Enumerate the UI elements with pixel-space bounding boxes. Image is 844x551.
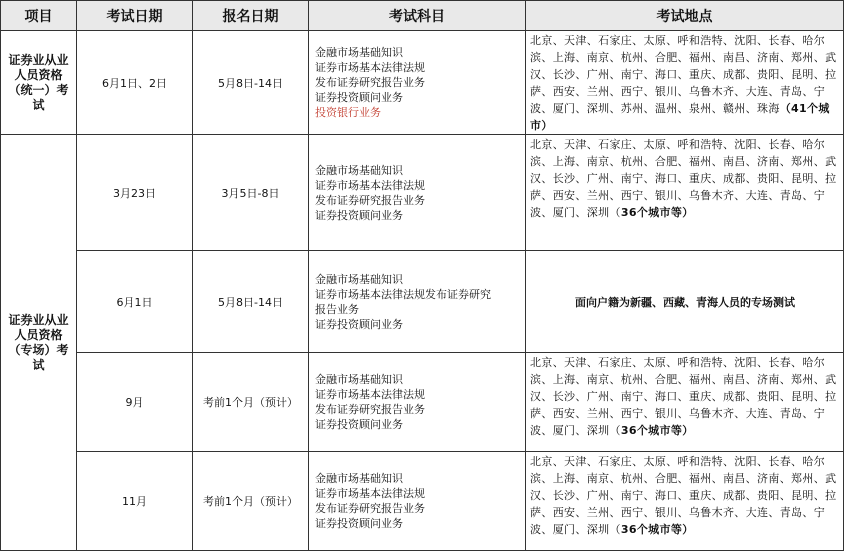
header-location: 考试地点 [526,1,844,31]
table-row [1,452,844,551]
subject-item: 金融市场基础知识 [315,46,403,59]
project-name-line: （统一）考 [8,82,69,97]
subjects-cell [309,251,526,353]
project-name-line: （专场）考 [8,342,69,357]
subject-item: 发布证券研究报告业务 [315,76,425,89]
location-cell [526,452,844,551]
location-count: 36个城市等） [620,206,694,219]
registration-date-cell: 3月5日-8日 [193,135,309,251]
project-name-line: 人员资格 [14,67,63,82]
subject-item: 证券投资顾问业务 [315,517,403,530]
table-row [1,353,844,452]
location-cell [526,31,844,135]
exam-date-cell: 6月1日、2日 [77,31,193,135]
subject-item: 金融市场基础知识 [315,272,403,286]
subject-item: 发布证券研究报告业务 [315,193,425,207]
exam-date-cell: 6月1日 [77,251,193,353]
subject-item: 证券投资顾问业务 [315,317,403,331]
subjects-cell [309,135,526,251]
location-cities: 北京、天津、石家庄、太原、呼和浩特、沈阳、长春、哈尔滨、上海、南京、杭州、合肥、福州、南昌、济南、郑州、武汉、长沙、广州、南宁、海口、重庆、成都、贵阳、昆明、拉萨、西安、兰州、西宁、银川、乌鲁木齐、大连、青岛、宁波、厦门、深圳（ [530,455,837,536]
subject-item: 证券市场基本法律法规发布证券研究 [315,287,491,301]
table-row [1,31,844,135]
project-name-line: 人员资格 [14,327,63,342]
header-exam-date: 考试日期 [77,1,193,31]
header-subjects: 考试科目 [309,1,526,31]
subject-item: 证券投资顾问业务 [315,208,403,222]
subject-item: 证券市场基本法律法规 [315,487,425,500]
subjects-cell [309,452,526,551]
subject-item: 证券投资顾问业务 [315,418,403,431]
subject-item: 证券投资顾问业务 [315,91,403,104]
header-row [1,1,844,31]
project-unified-exam [1,31,77,135]
subject-item: 金融市场基础知识 [315,163,403,177]
location-count: 36个城市等） [620,424,694,437]
project-name-line: 证券业从业 [8,312,69,327]
location-count: （41个城市） [530,102,830,132]
project-name-line: 试 [32,357,45,372]
location-count: 36个城市等） [620,523,694,536]
exam-date-cell: 3月23日 [77,135,193,251]
subject-item: 证券市场基本法律法规 [315,61,425,74]
project-name-line: 试 [32,97,45,112]
subject-item: 证券市场基本法律法规 [315,388,425,401]
location-cities: 北京、天津、石家庄、太原、呼和浩特、沈阳、长春、哈尔滨、上海、南京、杭州、合肥、福州、南昌、济南、郑州、武汉、长沙、广州、南宁、海口、重庆、成都、贵阳、昆明、拉萨、西安、兰州、西宁、银川、乌鲁木齐、大连、青岛、宁波、厦门、深圳、苏州、温州、泉州、赣州、珠海 [530,34,837,115]
table-row [1,135,844,251]
subject-item: 发布证券研究报告业务 [315,403,425,416]
registration-date-cell: 考前1个月（预计） [193,353,309,452]
subject-item: 报告业务 [315,302,359,316]
location-cell [526,135,844,251]
special-test-note: 面向户籍为新疆、西藏、青海人员的专场测试 [575,295,795,309]
subject-item: 金融市场基础知识 [315,373,403,386]
subjects-cell [309,353,526,452]
location-cell [526,353,844,452]
registration-date-cell: 考前1个月（预计） [193,452,309,551]
exam-date-cell: 11月 [77,452,193,551]
subject-item: 金融市场基础知识 [315,472,403,485]
header-registration-date: 报名日期 [193,1,309,31]
subject-item-highlighted: 投资银行业务 [315,106,381,119]
location-cities: 北京、天津、石家庄、太原、呼和浩特、沈阳、长春、哈尔滨、上海、南京、杭州、合肥、福州、南昌、济南、郑州、武汉、长沙、广州、南宁、海口、重庆、成都、贵阳、昆明、拉萨、西安、兰州、西宁、银川、乌鲁木齐、大连、青岛、宁波、厦门、深圳（ [530,138,837,219]
subject-item: 发布证券研究报告业务 [315,502,425,515]
project-name-line: 证券业从业 [8,52,69,67]
table-row [1,251,844,353]
header-project: 项目 [1,1,77,31]
location-cell-special [526,251,844,353]
location-cities: 北京、天津、石家庄、太原、呼和浩特、沈阳、长春、哈尔滨、上海、南京、杭州、合肥、福州、南昌、济南、郑州、武汉、长沙、广州、南宁、海口、重庆、成都、贵阳、昆明、拉萨、西安、兰州、西宁、银川、乌鲁木齐、大连、青岛、宁波、厦门、深圳（ [530,356,837,437]
project-special-exam [1,135,77,551]
registration-date-cell: 5月8日-14日 [193,31,309,135]
exam-date-cell: 9月 [77,353,193,452]
subject-item: 证券市场基本法律法规 [315,178,425,192]
subjects-cell [309,31,526,135]
registration-date-cell: 5月8日-14日 [193,251,309,353]
